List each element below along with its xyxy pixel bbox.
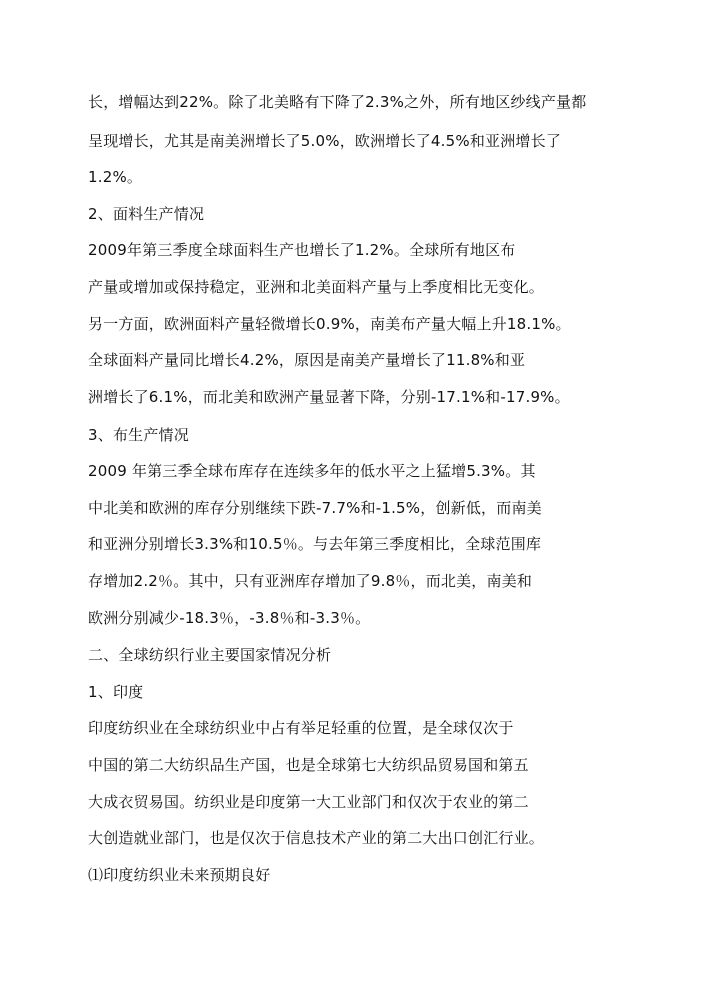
- paragraph-line: 大成衣贸易国。纺织业是印度第一大工业部门和仅次于农业的第二: [88, 793, 529, 811]
- section-heading: 2、面料生产情况: [88, 205, 205, 223]
- paragraph-line: 呈现增长，尤其是南美洲增长了5.0%，欧洲增长了4.5%和亚洲增长了: [88, 132, 562, 150]
- paragraph-line: 和亚洲分别增长3.3%和10.5％。与去年第三季度相比，全球范围库: [88, 535, 542, 553]
- subsection-heading: ⑴印度纺织业未来预期良好: [88, 866, 271, 884]
- paragraph-line: 全球面料产量同比增长4.2%，原因是南美产量增长了11.8%和亚: [88, 351, 526, 369]
- paragraph-line: 欧洲分别减少-18.3％，-3.8％和-3.3％。: [88, 609, 371, 627]
- paragraph-line: 产量或增加或保持稳定，亚洲和北美面料产量与上季度相比无变化。: [88, 278, 545, 296]
- paragraph-line: 印度纺织业在全球纺织业中占有举足轻重的位置，是全球仅次于: [88, 719, 514, 737]
- section-heading: 二、全球纺织行业主要国家情况分析: [88, 646, 332, 664]
- section-heading: 3、布生产情况: [88, 426, 189, 444]
- section-heading: 1、印度: [88, 683, 144, 701]
- paragraph-line: 2009年第三季度全球面料生产也增长了1.2%。全球所有地区布: [88, 241, 516, 259]
- paragraph-line: 中国的第二大纺织品生产国，也是全球第七大纺织品贸易国和第五: [88, 756, 529, 774]
- paragraph-line: 另一方面，欧洲面料产量轻微增长0.9%，南美布产量大幅上升18.1%。: [88, 315, 571, 333]
- paragraph-line: 中北美和欧洲的库存分别继续下跌-7.7%和-1.5%，创新低，而南美: [88, 499, 542, 517]
- paragraph-line: 大创造就业部门，也是仅次于信息技术产业的第二大出口创汇行业。: [88, 829, 545, 847]
- paragraph-line: 洲增长了6.1%，而北美和欧洲产量显著下降，分别-17.1%和-17.9%。: [88, 388, 570, 406]
- paragraph-line: 2009 年第三季全球布库存在连续多年的低水平之上猛增5.3%。其: [88, 462, 536, 480]
- paragraph-line: 1.2%。: [88, 168, 143, 186]
- paragraph-line: 存增加2.2％。其中，只有亚洲库存增加了9.8％，而北美，南美和: [88, 572, 533, 590]
- paragraph-line: 长，增幅达到22%。除了北美略有下降了2.3%之外，所有地区纱线产量都: [88, 93, 587, 111]
